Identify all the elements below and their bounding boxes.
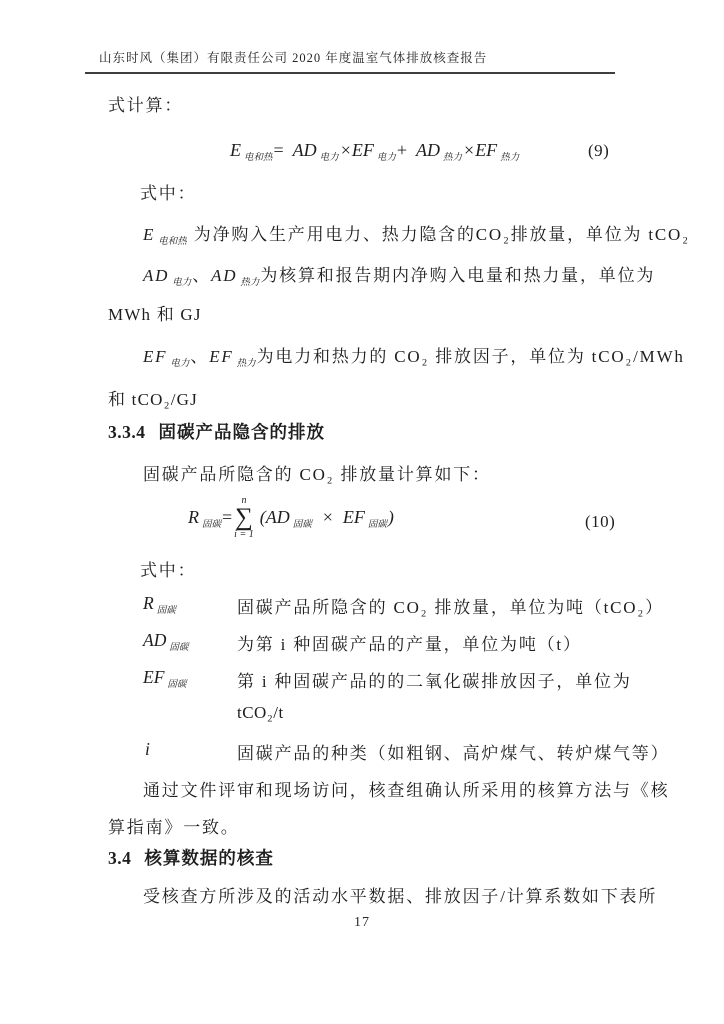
- definition-desc-r: 固碳产品所隐含的 CO₂ 排放量，单位为吨（tCO₂）: [237, 598, 664, 617]
- definition-term-i: [145, 739, 150, 760]
- definition-desc-i: 固碳产品的种类（如粗钢、高炉煤气、转炉煤气等）: [237, 744, 670, 763]
- formula10-rparen: ): [387, 507, 394, 528]
- section-title-334: 固碳产品隐含的排放: [158, 422, 325, 442]
- term-r-sub: 固碳: [156, 606, 176, 616]
- definition-term-ad: [143, 630, 189, 651]
- equation-number-10: (10): [585, 512, 616, 531]
- definition-term-ef: [143, 667, 187, 688]
- paragraph-confirm-line2: 算指南》一致。: [108, 818, 240, 837]
- formula10-var-ef: EF: [342, 507, 365, 528]
- paragraph-table-intro: 受核查方所涉及的活动水平数据、排放因子/计算系数如下表所: [143, 887, 658, 906]
- formula9-var-ef2: EF: [475, 140, 498, 160]
- formula9-sub-e: 电和热: [244, 153, 273, 163]
- formula9-sub-ad2: 热力: [443, 153, 463, 163]
- paragraph-confirm-line1: 通过文件评审和现场访问，核查组确认所采用的核算方法与《核: [143, 781, 670, 800]
- section-heading-334: [108, 419, 325, 444]
- def-e-text: 为净购入生产用电力、热力隐含的CO₂排放量，单位为 tCO₂: [193, 225, 690, 244]
- formula10-lparen: (: [259, 507, 266, 528]
- summation-upper-limit: n: [241, 495, 247, 506]
- section-heading-34: [108, 845, 274, 870]
- where-label-2: 式中：: [140, 561, 197, 580]
- formula10-equals: =: [222, 507, 233, 528]
- section-number-334: 3.3.4: [108, 422, 146, 442]
- formula9-plus: +: [396, 140, 408, 160]
- equation-number-9: (9): [588, 141, 610, 160]
- term-ef-sub: 固碳: [167, 680, 187, 690]
- section-title-34: 核算数据的核查: [144, 848, 274, 868]
- paragraph-solid-carbon: 固碳产品所隐含的 CO₂ 排放量计算如下：: [143, 465, 491, 484]
- formula-9: [230, 140, 520, 161]
- def-e-sub: 电和热: [158, 237, 187, 247]
- page-header: [85, 48, 615, 74]
- formula-10: [188, 496, 394, 540]
- def-ad-var1: AD: [143, 266, 170, 285]
- def-e-var: E: [143, 225, 156, 244]
- formula9-sub-ef1: 电力: [376, 153, 396, 163]
- def-ef-sub2: 热力: [236, 359, 256, 369]
- definition-ef: [143, 342, 685, 367]
- formula10-sub-ef: 固碳: [367, 520, 387, 531]
- summation-lower-limit: i = 1: [234, 528, 254, 540]
- formula10-var-ad: AD: [265, 507, 290, 528]
- section-number-34: 3.4: [108, 848, 132, 868]
- def-ef-sub1: 电力: [170, 359, 190, 369]
- term-ad-var: AD: [143, 630, 167, 650]
- definition-term-r: [143, 593, 177, 614]
- header-title: 山东时风（集团）有限责任公司 2020 年度温室气体排放核查报告: [99, 51, 488, 65]
- def-ef-text: 为电力和热力的 CO₂ 排放因子，单位为 tCO₂/MWh: [256, 347, 685, 366]
- page-number: 17: [354, 915, 370, 930]
- definition-e: [143, 220, 690, 245]
- term-ad-sub: 固碳: [169, 643, 189, 653]
- def-ad-sub2: 热力: [240, 278, 260, 288]
- summation-symbol: [234, 496, 254, 540]
- definition-ef-continued: 和 tCO₂/GJ: [108, 390, 198, 409]
- term-r-var: R: [143, 593, 154, 613]
- def-ef-var2: EF: [209, 347, 234, 366]
- def-ad-text: 为核算和报告期内净购入电量和热力量，单位为: [260, 266, 656, 285]
- def-ef-var1: EF: [143, 347, 168, 366]
- formula10-times: ×: [322, 507, 333, 528]
- def-ef-separator: 、: [190, 347, 210, 366]
- formula10-sub-r: 固碳: [202, 520, 222, 531]
- sigma-icon: ∑: [235, 504, 253, 531]
- def-ad-separator: 、: [192, 266, 212, 285]
- term-i-var: i: [145, 739, 150, 759]
- formula10-rhs: [259, 507, 394, 531]
- definition-desc-ef: 第 i 种固碳产品的的二氧化碳排放因子，单位为: [237, 672, 632, 691]
- def-ad-var2: AD: [211, 266, 238, 285]
- formula10-sub-ad: 固碳: [292, 520, 312, 531]
- formula10-var-r: R: [188, 507, 199, 528]
- formula9-sub-ad1: 电力: [319, 153, 339, 163]
- term-ef-var: EF: [143, 667, 165, 687]
- paragraph-calc-tail: 式计算：: [108, 96, 184, 115]
- def-ad-sub1: 电力: [172, 278, 192, 288]
- formula9-times-1: ×: [340, 140, 351, 160]
- definition-desc-ad: 为第 i 种固碳产品的产量，单位为吨（t）: [237, 635, 582, 654]
- definition-ad-continued: MWh 和 GJ: [108, 305, 202, 324]
- formula9-var-ad2: AD: [416, 140, 441, 160]
- formula9-var-ef1: EF: [351, 140, 374, 160]
- definition-desc-ef-continued: tCO₂/t: [237, 703, 284, 722]
- formula9-equals: =: [273, 140, 284, 160]
- formula9-times-2: ×: [464, 140, 475, 160]
- where-label-1: 式中：: [140, 184, 197, 203]
- formula9-sub-ef2: 热力: [500, 153, 520, 163]
- definition-ad: [143, 261, 655, 286]
- formula9-var-ad1: AD: [292, 140, 317, 160]
- formula9-var-e: E: [230, 140, 241, 160]
- formula10-lhs: [188, 507, 233, 531]
